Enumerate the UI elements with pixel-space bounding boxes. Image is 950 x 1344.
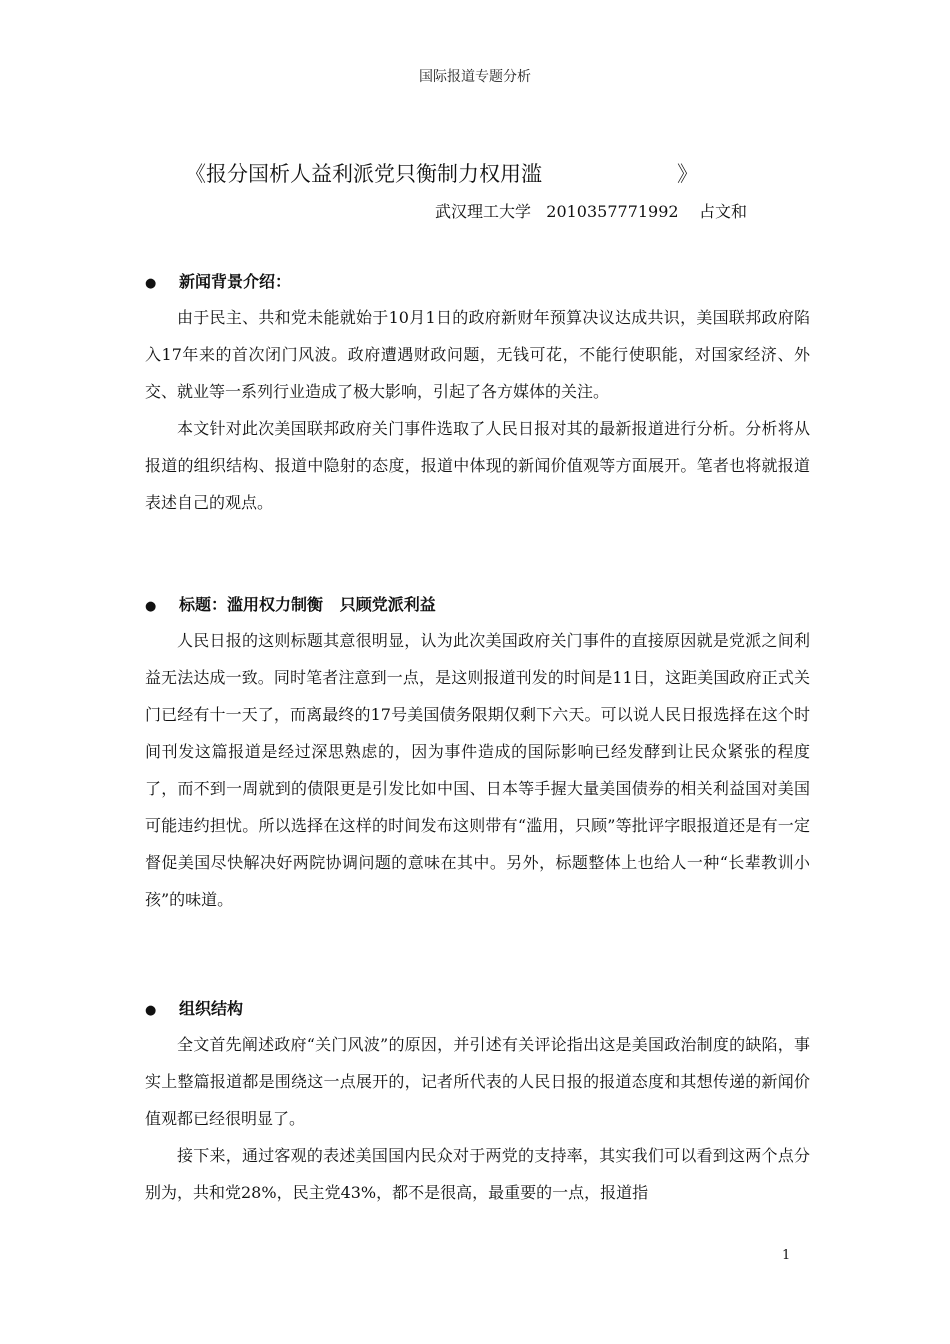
section-heading xyxy=(145,265,810,299)
section-heading xyxy=(145,992,810,1026)
section-heading-text: 标题：滥用权力制衡 只顾党派利益 xyxy=(179,595,436,614)
paragraph: 接下来，通过客观的表述美国国内民众对于两党的支持率，其实我们可以看到这两个点分别为，共和党28%，民主党43%，都不是很高，最重要的一点，报道指 xyxy=(145,1146,810,1202)
section-heading-text: 新闻背景介绍： xyxy=(179,272,292,291)
bullet-icon: ● xyxy=(145,276,157,291)
title-text: 《报分国析人益利派党只衡制力权用滥 xyxy=(185,162,542,186)
bullet-icon: ● xyxy=(145,599,157,614)
section-background xyxy=(145,265,810,521)
paragraph: 人民日报的这则标题其意很明显，认为此次美国政府关门事件的直接原因就是党派之间利益无法达成一致。同时笔者注意到一点，是这则报道刊发的时间是11日，这距美国政府正式关门已经有十一天了，而离最终的17号美国债务限期仅剩下六天。可以说人民日报选择在这个时间刊发这篇报道是经过深思熟虑的，因为事件造成的国际影响已经发酵到让民众紧张的程度了，而不到一周就到的债限更是引发比如中国、日本等手握大量美国债券的相关利益国对美国可能违约担忧。所以选择在这样的时间发布这则带有“滥用，只顾”等批评字眼报道还是有一定督促美国尽快解决好两院协调问题的意味在其中。另外，标题整体上也给人一种“长辈教训小孩”的味道。 xyxy=(145,631,810,909)
article-title xyxy=(185,158,705,188)
running-header: 国际报道专题分析 xyxy=(419,69,531,85)
section-headline-analysis xyxy=(145,588,810,918)
page-number: 1 xyxy=(782,1248,791,1263)
title-close-bracket: 》 xyxy=(677,162,698,186)
author-byline: 武汉理工大学 2010357771992 占文和 xyxy=(435,202,747,221)
section-heading-text: 组织结构 xyxy=(179,999,244,1018)
paragraph: 本文针对此次美国联邦政府关门事件选取了人民日报对其的最新报道进行分析。分析将从报道的组织结构、报道中隐射的态度，报道中体现的新闻价值观等方面展开。笔者也将就报道表述自己的观点。 xyxy=(145,419,810,512)
section-heading xyxy=(145,588,810,622)
paragraph: 由于民主、共和党未能就始于10月1日的政府新财年预算决议达成共识，美国联邦政府陷入17年来的首次闭门风波。政府遭遇财政问题，无钱可花，不能行使职能，对国家经济、外交、就业等一系列行业造成了极大影响，引起了各方媒体的关注。 xyxy=(145,308,810,401)
paragraph: 全文首先阐述政府“关门风波”的原因，并引述有关评论指出这是美国政治制度的缺陷，事实上整篇报道都是围绕这一点展开的，记者所代表的人民日报的报道态度和其想传递的新闻价值观都已经很明显了。 xyxy=(145,1035,810,1128)
bullet-icon: ● xyxy=(145,1003,157,1018)
section-structure xyxy=(145,992,810,1211)
